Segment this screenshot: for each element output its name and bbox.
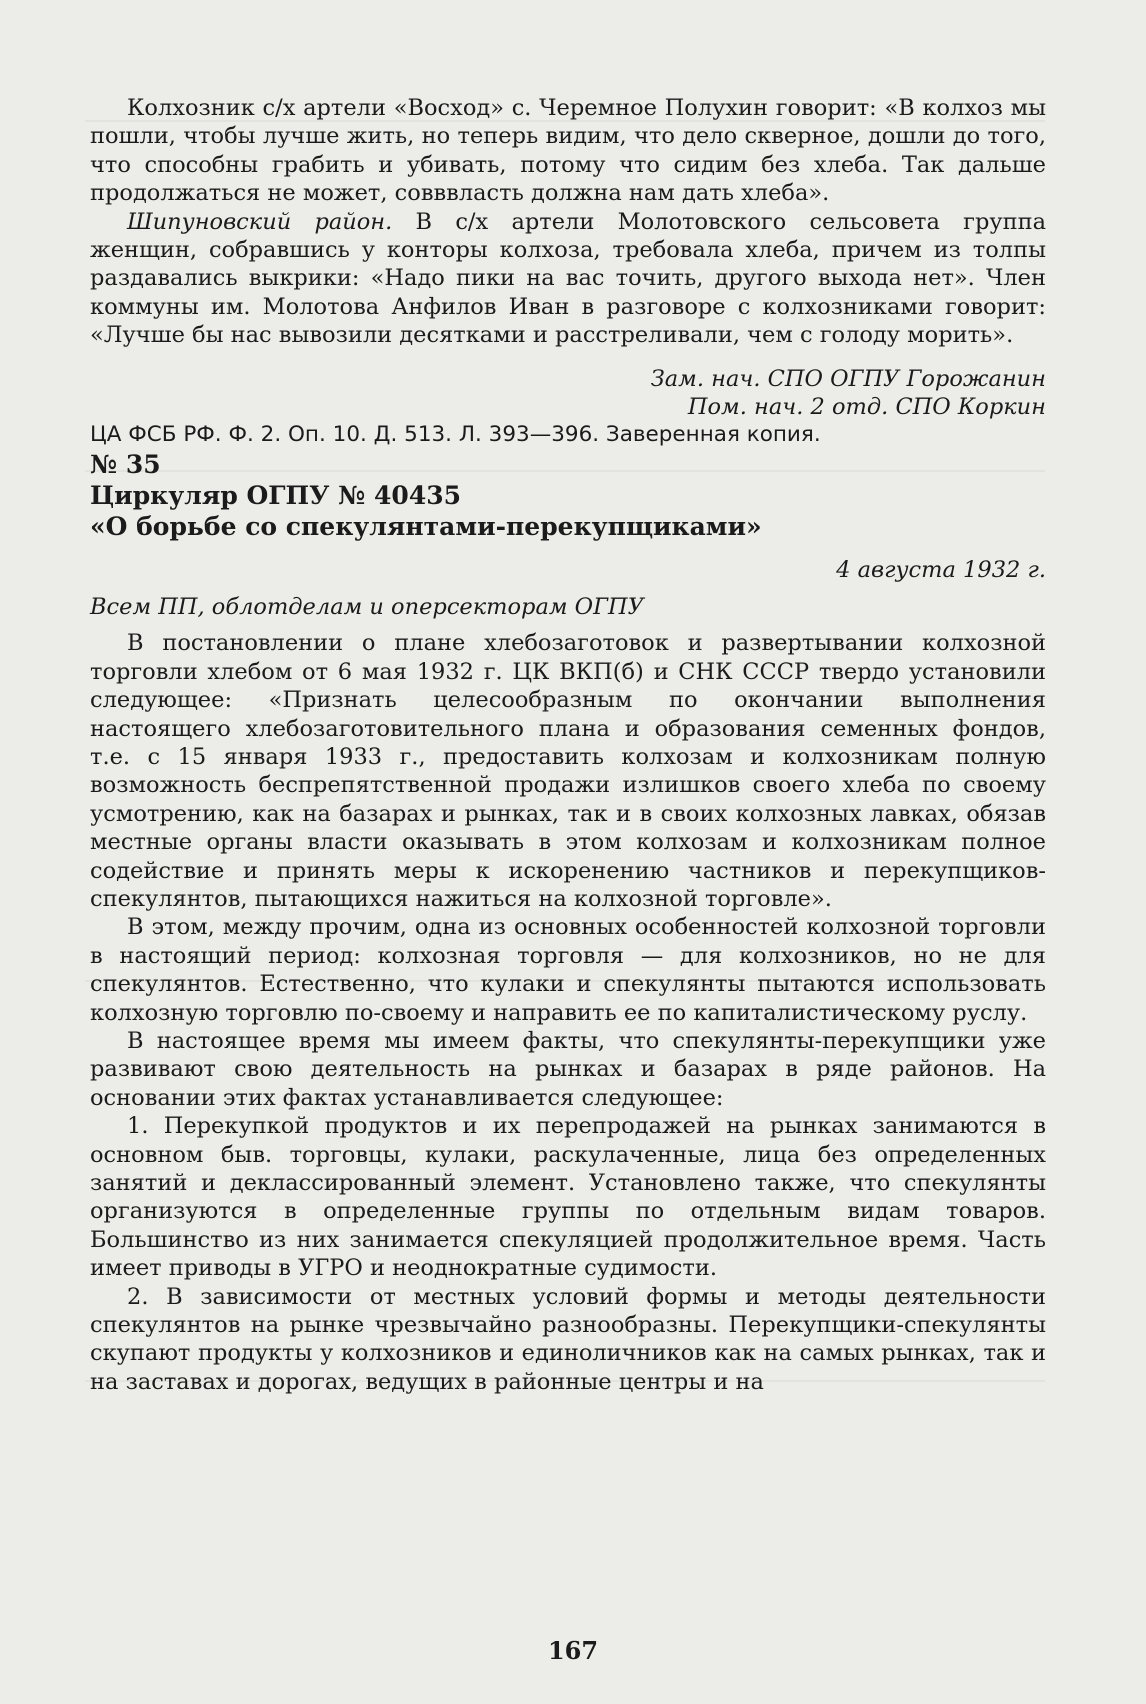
paragraph-1: В постановлении о плане хлебозаготовок и развертывании колхозной торговли хлебом от 6 мая 1932 г. ЦК ВКП(б) и СНК СССР твердо установили следующее: «Признать целесообразным по окончании выполнения настоящего хлебозаготовительного плана и образования семенных фондов, т.е. с 15 января 1933 г., предоставить колхозам и колхозникам полную возможность беспрепятственной продажи излишков своего хлеба по своему усмотрению, как на базарах и рынках, так и в своих колхозных лавках, обязав местные органы власти оказывать в этом колхозам и колхозникам полное содействие и принять меры к искоренению частников и перекупщиков-спекулянтов, пытающихся нажиться на колхозной торговле». xyxy=(90,630,1046,912)
paragraph-district xyxy=(90,208,1046,350)
paragraph-2: В этом, между прочим, одна из основных особенностей колхозной торговли в настоящий период: колхозная торговля — для колхозников, но не для спекулянтов. Естественно, что кулаки и спекулянты пытаются использовать колхозную торговлю по-своему и направить ее по капиталистическому руслу. xyxy=(90,914,1046,1026)
page-text xyxy=(90,94,1046,1396)
document-addressee: Всем ПП, облотделам и оперсекторам ОГПУ xyxy=(90,593,644,620)
paragraph-3: В настоящее время мы имеем факты, что спекулянты-перекупщики уже развивают свою деятельность на рынках и базарах в ряде районов. На основании этих фактах устанавливается следующее: xyxy=(90,1027,1046,1111)
signature-assistant-chief: Пом. нач. 2 отд. СПО Коркин xyxy=(687,394,1046,421)
document-title-line-1: Циркуляр ОГПУ № 40435 xyxy=(90,481,462,511)
paragraph-kolkhoznik: Колхозник с/х артели «Восход» с. Черемное Полухин говорит: «В колхоз мы пошли, чтобы лучше жить, но теперь видим, что дело скверное, дошли до того, что способны грабить и убивать, потому что сидим без хлеба. Так дальше продолжаться не может, совввласть должна нам дать хлеба». xyxy=(90,95,1046,207)
page-number: 167 xyxy=(547,1636,599,1665)
archive-reference: ЦА ФСБ РФ. Ф. 2. Оп. 10. Д. 513. Л. 393—396. Заверенная копия. xyxy=(90,422,821,448)
paragraph-4: 1. Перекупкой продуктов и их перепродажей на рынках занимаются в основном быв. торговцы, кулаки, раскулаченные, лица без определенных занятий и деклассированный элемент. Установлено также, что спекулянты организуются в определенные группы по отдельным видам товаров. Большинство из них занимается спекуляцией продолжительное время. Часть имеет приводы в УГРО и неоднократные судимости. xyxy=(90,1113,1046,1282)
document-number: № 35 xyxy=(90,450,161,480)
paragraph-5: 2. В зависимости от местных условий формы и методы деятельности спекулянтов на рынке чрезвычайно разнообразны. Перекупщики-спекулянты скупают продукты у колхозников и единоличников как на самых рынках, так и на заставах и дорогах, ведущих в районные центры и на xyxy=(90,1283,1046,1395)
document-date: 4 августа 1932 г. xyxy=(836,557,1046,584)
document-title-line-2: «О борьбе со спекулянтами-перекупщиками» xyxy=(90,512,762,542)
district-body: В с/х артели Молотовского сельсовета группа женщин, собравшись у конторы колхоза, требовала хлеба, причем из толпы раздавались выкрики: «Надо пики на вас точить, другого выхода нет». Член коммуны им. Молотова Анфилов Иван в разговоре с колхозниками говорит: «Лучше бы нас вывозили десятками и расстреливали, чем с голоду морить». xyxy=(90,208,1047,349)
signature-deputy-chief: Зам. нач. СПО ОГПУ Горожанин xyxy=(650,365,1046,392)
district-name: Шипуновский район. xyxy=(127,208,393,235)
